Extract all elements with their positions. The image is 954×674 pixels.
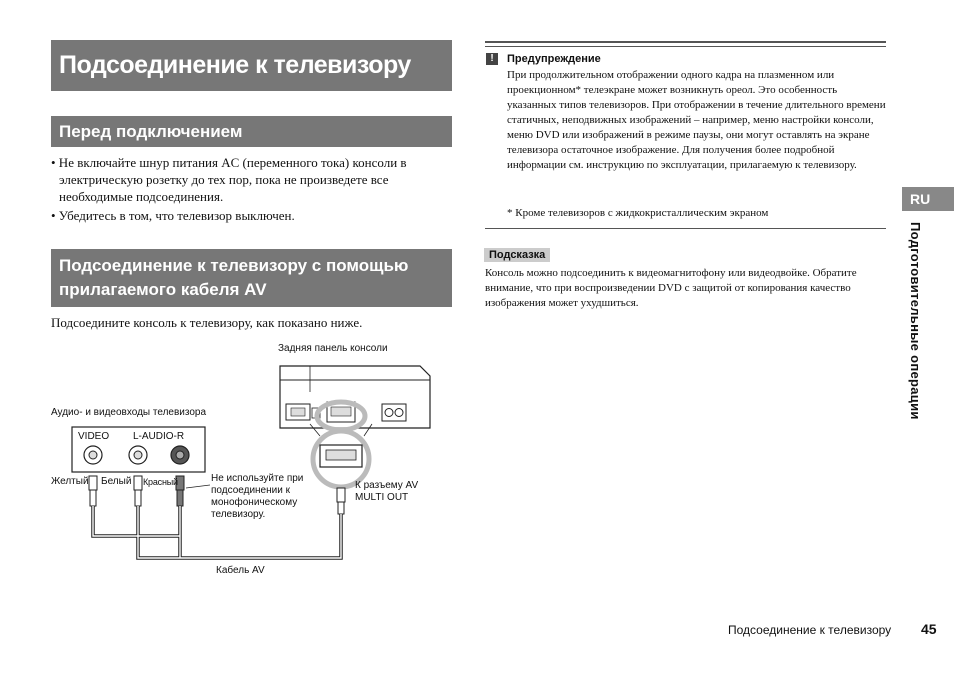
- audio-jack-label: L-AUDIO-R: [133, 431, 185, 442]
- section-title-before-connecting: Перед подключением: [51, 116, 452, 147]
- red-plug-label: Красный: [143, 477, 178, 487]
- warning-footnote: * Кроме телевизоров с жидкокристаллическим экраном: [507, 207, 769, 219]
- av-cable-label: Кабель AV: [216, 565, 265, 576]
- video-jack-label: VIDEO: [78, 431, 110, 442]
- av-multi-out-label: К разъему AV MULTI OUT: [355, 480, 419, 503]
- note-leader-line: [186, 485, 210, 488]
- warning-text: При продолжительном отображении одного кадра на плазменном или проекционном* телеэкране может возникнуть ореол. Это особенность указанных типов телевизоров. При отображении в течение длительного времени статичных, неподвижных изображений – например, меню настройки консоли, меню DVD или изображений в режиме паузы, они могут оставлять на экране телевизора остаточное изображение. Для получения более подробной информации см. инструкцию по эксплуатации, прилагаемую к телевизору.: [507, 69, 886, 171]
- intro-text: Подсоедините консоль к телевизору, как показано ниже.: [51, 315, 363, 330]
- section-rule: [485, 228, 886, 229]
- av-multi-out-plug: [337, 488, 345, 514]
- hint-text: Консоль можно подсоединить к видеомагнитофону или видеодвойке. Обратите внимание, что при воспроизведении DVD с защитой от копирования качество изображения может ухудшиться.: [485, 267, 857, 309]
- bullet-item: • Убедитесь в том, что телевизор выключен.: [51, 208, 295, 223]
- hint-tag: [484, 245, 550, 263]
- bullet-item: • Не включайте шнур питания AC (переменного тока) консоли в электрическую розетку до тех пор, пока не произведете все необходимые подсоединения.: [51, 155, 407, 204]
- chapter-label: Подготовительные операции: [908, 222, 923, 420]
- console-back-label: Задняя панель консоли: [278, 343, 388, 354]
- page-title: Подсоединение к телевизору: [51, 40, 452, 91]
- page-number: 45: [921, 621, 937, 637]
- mono-tv-note: Не используйте при подсоединении к монофоническому телевизору.: [211, 473, 304, 520]
- hint-title: Подсказка: [484, 248, 550, 262]
- connection-diagram: [48, 336, 458, 586]
- warning-title: Предупреждение: [507, 53, 601, 65]
- footer-section: Подсоединение к телевизору: [728, 623, 892, 637]
- section-title-av-cable: Подсоединение к телевизору с помощью прилагаемого кабеля AV: [51, 249, 452, 307]
- tv-inputs-label: Аудио- и видеовходы телевизора: [51, 407, 207, 418]
- warning-icon: !: [486, 53, 498, 65]
- language-tab: RU: [902, 187, 954, 211]
- console-back-panel: [280, 366, 430, 428]
- precaution-list: [51, 154, 451, 226]
- white-plug-label: Белый: [101, 476, 132, 487]
- top-rule: [485, 41, 886, 43]
- diagram-drawing: [48, 336, 458, 586]
- top-rule-thin: [485, 46, 886, 47]
- yellow-plug-label: Желтый: [51, 476, 89, 487]
